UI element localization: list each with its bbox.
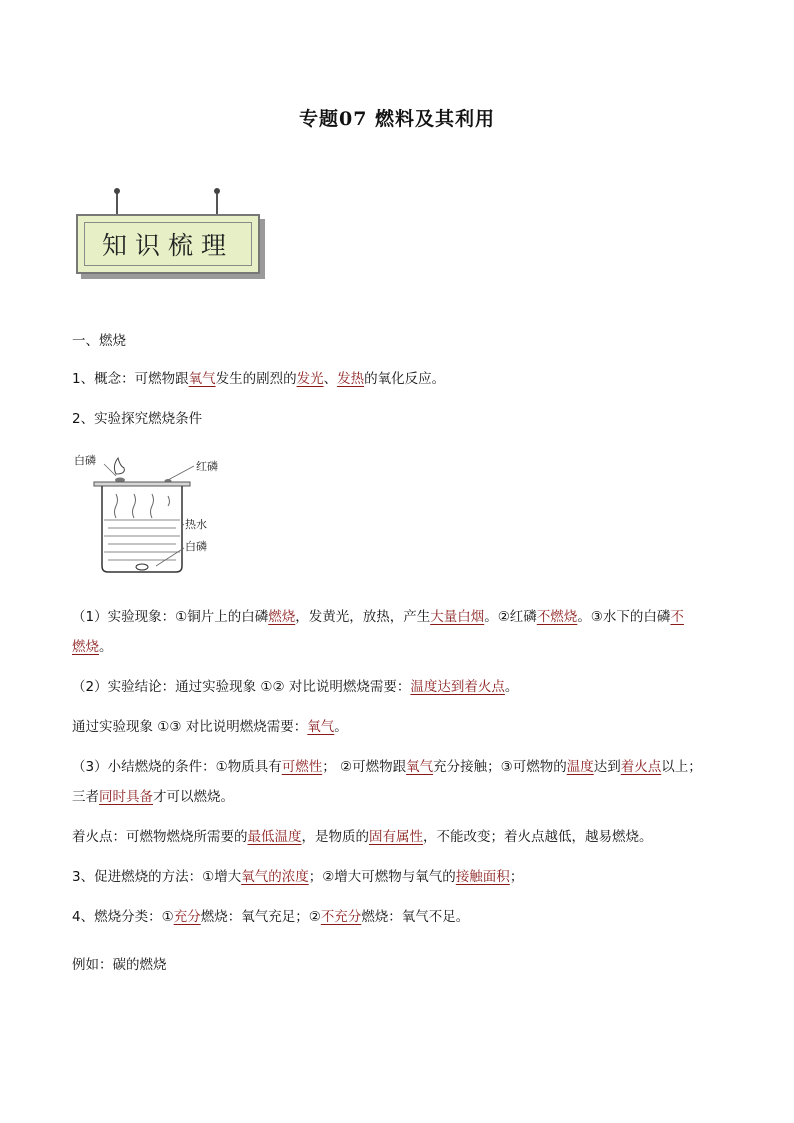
pointer-white-bottom [156,548,184,566]
label-red-phosphorus: 红磷 [196,460,218,473]
para-phenomenon: （1）实验现象：①铜片上的白磷燃烧，发黄光，放热，产生大量白烟。②红磷不燃烧。③水下的白磷不 燃烧。 [72,609,684,655]
para-experiment: 2、实验探究燃烧条件 [72,411,203,427]
para-conclusion-2: 通过实验现象 ①③ 对比说明燃烧需要：氧气。 [72,719,348,735]
experiment-figure [72,448,232,578]
para-example: 例如：碳的燃烧 [72,957,167,973]
para-conclusion: （2）实验结论：通过实验现象 ①② 对比说明燃烧需要：温度达到着火点。 [72,679,519,695]
banner-board [76,214,260,274]
para-promote: 3、促进燃烧的方法：①增大氧气的浓度；②增大可燃物与氧气的接触面积； [72,869,524,885]
pointer-red [168,466,194,480]
section-banner [76,186,262,286]
water-lines [104,520,180,560]
submerged-white-phosphorus [136,564,148,570]
banner-wire-right [216,192,218,216]
steam-lines [115,494,170,518]
banner-text: 知识梳理 [84,222,252,266]
label-white-phosphorus-top: 白磷 [74,454,96,467]
banner-pin-left [114,188,120,194]
banner-wire-left [116,192,118,216]
flame-icon [114,458,124,474]
page-title: 专题07 燃料及其利用 [298,108,496,130]
beaker [102,486,182,572]
section-heading: 一、燃烧 [72,333,126,349]
label-hot-water: 热水 [185,518,207,531]
para-concept: 1、概念：可燃物跟氧气发生的剧烈的发光、发热的氧化反应。 [72,371,446,387]
banner-pin-right [214,188,220,194]
para-ignition-point: 着火点：可燃物燃烧所需要的最低温度，是物质的固有属性，不能改变；着火点越低，越易燃烧。 [72,829,653,845]
copper-sheet [94,482,190,486]
label-white-phosphorus-bottom: 白磷 [185,540,207,553]
para-classification: 4、燃烧分类：①充分燃烧：氧气充足；②不充分燃烧：氧气不足。 [72,909,470,925]
para-summary: （3）小结燃烧的条件：①物质具有可燃性； ②可燃物跟氧气充分接触；③可燃物的温度达到着火点以上； 三者同时具备才可以燃烧。 [72,759,702,805]
